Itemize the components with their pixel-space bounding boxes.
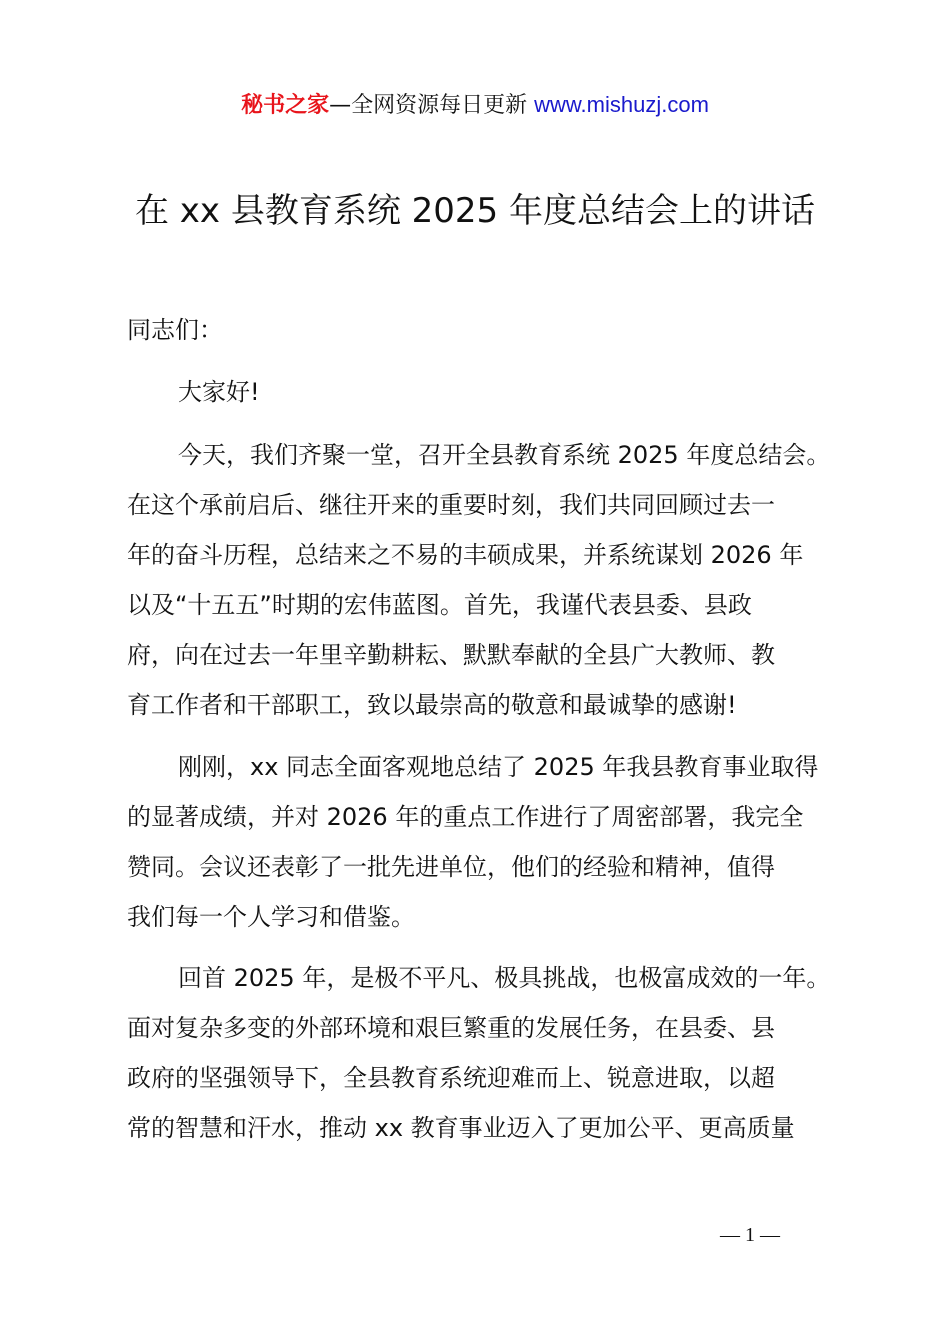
paragraph-line: 面对复杂多变的外部环境和艰巨繁重的发展任务，在县委、县: [127, 1014, 775, 1042]
paragraph-line: 年的奋斗历程，总结来之不易的丰硕成果，并系统谋划 2026 年: [127, 541, 804, 569]
paragraph-line: 以及“十五五”时期的宏伟蓝图。首先，我谨代表县委、县政: [127, 591, 752, 619]
site-url-link[interactable]: www.mishuzj.com: [534, 92, 709, 117]
paragraph-line: 的显著成绩，并对 2026 年的重点工作进行了周密部署，我完全: [127, 803, 804, 831]
paragraph-3: [127, 953, 830, 1153]
paragraph-line: 常的智慧和汗水，推动 xx 教育事业迈入了更加公平、更高质量: [127, 1114, 795, 1142]
greeting-text: 大家好!: [178, 378, 260, 406]
paragraph-line: 育工作者和干部职工，致以最崇高的敬意和最诚挚的感谢!: [127, 691, 737, 719]
document-title: 在 xx 县教育系统 2025 年度总结会上的讲话: [135, 191, 815, 231]
paragraph-line: 我们每一个人学习和借鉴。: [127, 903, 415, 931]
brand-name: 秘书之家: [241, 93, 330, 118]
site-header: [0, 88, 950, 119]
paragraph-line: 赞同。会议还表彰了一批先进单位，他们的经验和精神，值得: [127, 853, 775, 881]
salutation-text: 同志们：: [127, 316, 223, 344]
paragraph-line: 在这个承前启后、继往开来的重要时刻，我们共同回顾过去一: [127, 491, 775, 519]
paragraph-1: [127, 430, 830, 730]
header-tagline: —全网资源每日更新: [329, 93, 535, 118]
page-number: — 1 —: [720, 1224, 780, 1246]
paragraph-line: 刚刚，xx 同志全面客观地总结了 2025 年我县教育事业取得: [178, 753, 819, 781]
paragraph-line: 政府的坚强领导下，全县教育系统迎难而上、锐意进取，以超: [127, 1064, 775, 1092]
paragraph-2: [127, 742, 818, 942]
salutation: [127, 305, 223, 355]
paragraph-line: 今天，我们齐聚一堂，召开全县教育系统 2025 年度总结会。: [178, 441, 831, 469]
paragraph-line: 回首 2025 年，是极不平凡、极具挑战，也极富成效的一年。: [178, 964, 831, 992]
paragraph-line: 府，向在过去一年里辛勤耕耘、默默奉献的全县广大教师、教: [127, 641, 775, 669]
greeting: [127, 367, 260, 417]
